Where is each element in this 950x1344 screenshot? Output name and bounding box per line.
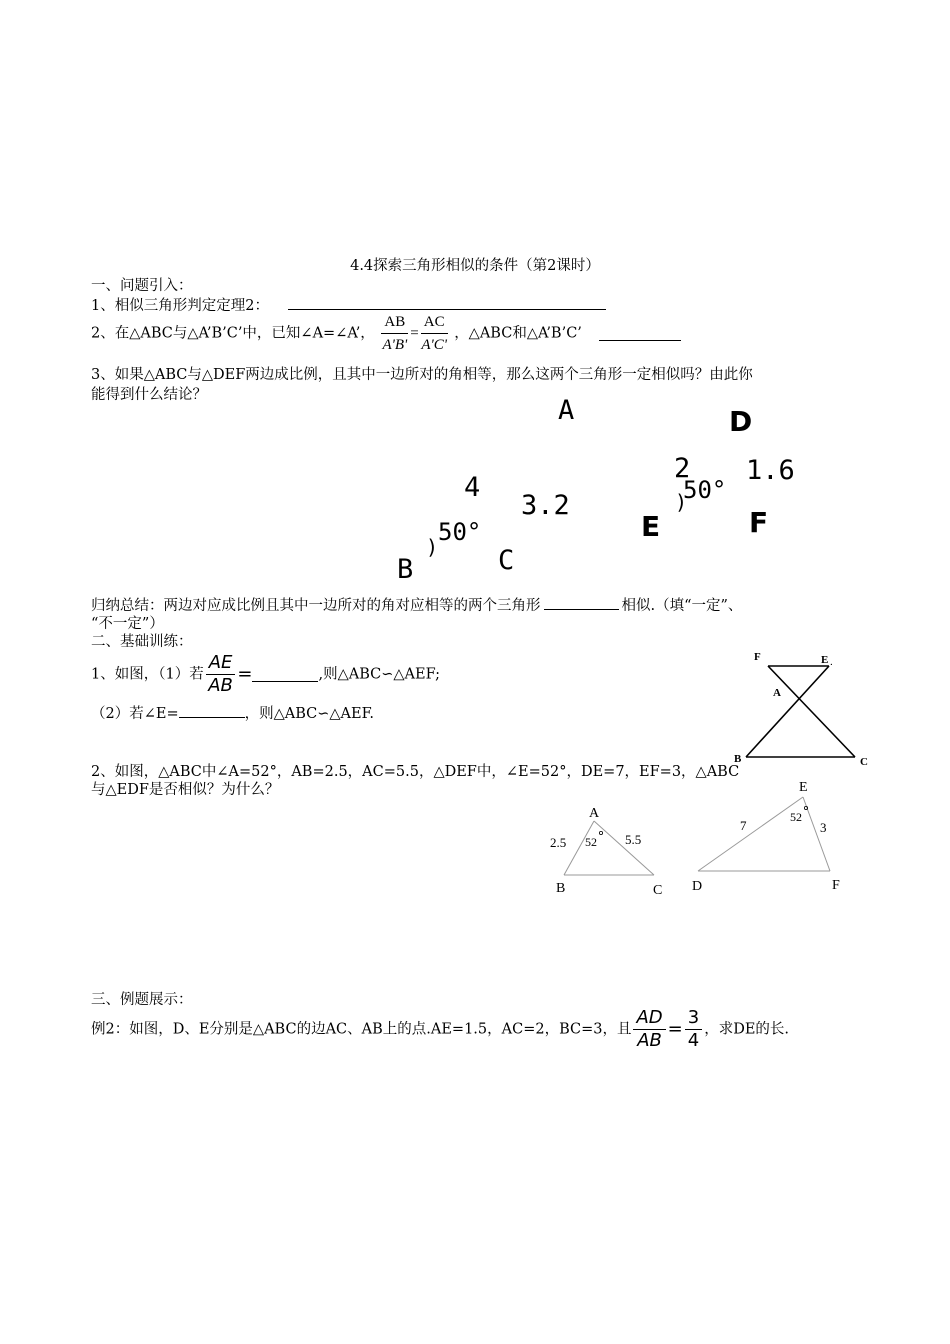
figure-bowtie-triangles bbox=[725, 645, 885, 775]
page-title: 4.4探索三角形相似的条件（第2课时） bbox=[350, 258, 600, 274]
fig3-label-angle-52: 52 bbox=[790, 810, 802, 824]
q1-suffix: ,则△ABC∽△AEF; bbox=[318, 666, 441, 683]
angle-arc-mark-top: ) bbox=[675, 490, 688, 514]
answer-blank[interactable] bbox=[544, 595, 619, 610]
example-suffix: ，求DE的长. bbox=[704, 1021, 790, 1038]
frac-numerator: AE bbox=[206, 652, 236, 675]
label-side-1-6: 1.6 bbox=[746, 455, 795, 486]
frac-denominator: A'B' bbox=[382, 337, 408, 353]
frac-denominator: AB bbox=[637, 1030, 662, 1051]
question-2-2-line2: 与△EDF是否相似？为什么？ bbox=[91, 782, 280, 798]
fig-label-F: F bbox=[754, 651, 761, 663]
summary-text: 归纳总结：两边对应成比例且其中一边所对的角对应相等的两个三角形 bbox=[91, 598, 541, 614]
fig2-label-angle-52: 52 bbox=[585, 835, 597, 849]
answer-blank[interactable] bbox=[252, 667, 318, 682]
example-2 bbox=[91, 1007, 789, 1052]
summary-line2: “不一定”） bbox=[91, 616, 164, 632]
fig3-label-F: F bbox=[832, 878, 840, 893]
figure-triangle-ABC bbox=[540, 800, 680, 900]
fig2-label-B: B bbox=[556, 881, 566, 896]
summary-line1 bbox=[91, 595, 742, 616]
fig2-label-2-5: 2.5 bbox=[550, 835, 567, 850]
label-A: A bbox=[558, 395, 575, 426]
q2-suffix: ，△ABC和△A’B’C’ bbox=[454, 325, 582, 342]
fig3-label-3: 3 bbox=[820, 820, 827, 835]
q1-text: 1、相似三角形判定定理2： bbox=[91, 298, 269, 314]
frac-denominator: 4 bbox=[687, 1030, 700, 1051]
side-ED bbox=[698, 797, 803, 871]
angle-arc-mark-bottom: ) bbox=[426, 535, 439, 559]
section2-heading: 二、基础训练： bbox=[91, 634, 193, 650]
fraction-ab-over-a1b1 bbox=[381, 311, 408, 356]
question-2-1-part2 bbox=[91, 703, 374, 724]
section1-heading: 一、问题引入： bbox=[91, 278, 193, 294]
equals-sign: = bbox=[667, 1018, 683, 1040]
example-prefix: 例2：如图，D、E分别是△ABC的边AC、AB上的点.AE=1.5，AC=2，BC=3，且 bbox=[91, 1021, 632, 1038]
frac-denominator: AB bbox=[208, 675, 233, 696]
angle-marker bbox=[599, 831, 602, 834]
question-2-1 bbox=[91, 652, 440, 697]
label-side-2: 2 bbox=[674, 453, 691, 484]
fig3-label-7: 7 bbox=[740, 818, 747, 833]
figure-triangle-DEF bbox=[680, 772, 860, 897]
equals-sign: = bbox=[410, 325, 419, 342]
side-AC bbox=[594, 821, 654, 875]
fraction-3-over-4 bbox=[685, 1007, 702, 1052]
section3-heading: 三、例题展示： bbox=[91, 992, 193, 1008]
segment-EB bbox=[746, 666, 829, 757]
fraction-ad-over-ab bbox=[633, 1007, 665, 1052]
fig-label-E: E bbox=[821, 654, 829, 666]
frac-numerator: AC bbox=[421, 311, 448, 334]
label-D: D bbox=[729, 405, 753, 438]
label-F: F bbox=[749, 506, 769, 539]
question-1-2 bbox=[91, 311, 681, 356]
fig3-label-D: D bbox=[692, 879, 703, 894]
label-B: B bbox=[397, 554, 414, 585]
segment-FC bbox=[768, 666, 855, 757]
question-1-3-line1: 3、如果△ABC与△DEF两边成比例，且其中一边所对的角相等，那么这两个三角形一定相似吗？由此你 bbox=[91, 367, 753, 383]
fraction-ac-over-a1c1 bbox=[421, 311, 448, 356]
fig-label-dot: . bbox=[830, 656, 833, 668]
label-side-3-2: 3.2 bbox=[521, 490, 570, 521]
label-side-4: 4 bbox=[464, 472, 481, 503]
fig2-label-A: A bbox=[589, 806, 600, 821]
fig2-label-5-5: 5.5 bbox=[625, 832, 642, 847]
fraction-ae-over-ab bbox=[206, 652, 236, 697]
part2-suffix: ，则△ABC∽△AEF. bbox=[244, 706, 375, 722]
frac-numerator: 3 bbox=[685, 1007, 702, 1030]
label-E: E bbox=[641, 510, 661, 543]
part2-prefix: （2）若∠E= bbox=[91, 706, 179, 722]
q1-prefix: 1、如图，（1）若 bbox=[91, 666, 204, 683]
answer-blank[interactable] bbox=[179, 703, 245, 718]
label-C: C bbox=[498, 545, 515, 576]
answer-blank[interactable] bbox=[288, 295, 606, 310]
frac-numerator: AD bbox=[633, 1007, 665, 1030]
frac-numerator: AB bbox=[381, 311, 408, 334]
fig2-label-C: C bbox=[653, 883, 663, 898]
question-1-3-line2: 能得到什么结论？ bbox=[91, 387, 207, 403]
fig-label-A: A bbox=[773, 687, 781, 699]
q2-prefix: 2、在△ABC与△A’B’C’中，已知∠A=∠A’， bbox=[91, 325, 375, 342]
fig-label-B: B bbox=[734, 753, 742, 765]
summary-text-end: 相似.（填“一定”、 bbox=[621, 598, 743, 614]
equals-sign: = bbox=[237, 663, 253, 685]
frac-denominator: A'C' bbox=[421, 337, 447, 353]
question-2-2-line1: 2、如图，△ABC中∠A=52°，AB=2.5，AC=5.5，△DEF中，∠E=52°，DE=7，EF=3，△ABC bbox=[91, 764, 740, 780]
fig3-label-E: E bbox=[799, 780, 808, 795]
label-angle-50-bottom: 50° bbox=[438, 518, 482, 546]
label-angle-50-top: 50° bbox=[683, 476, 727, 504]
fig-label-C: C bbox=[860, 756, 868, 768]
answer-blank[interactable] bbox=[599, 326, 681, 341]
